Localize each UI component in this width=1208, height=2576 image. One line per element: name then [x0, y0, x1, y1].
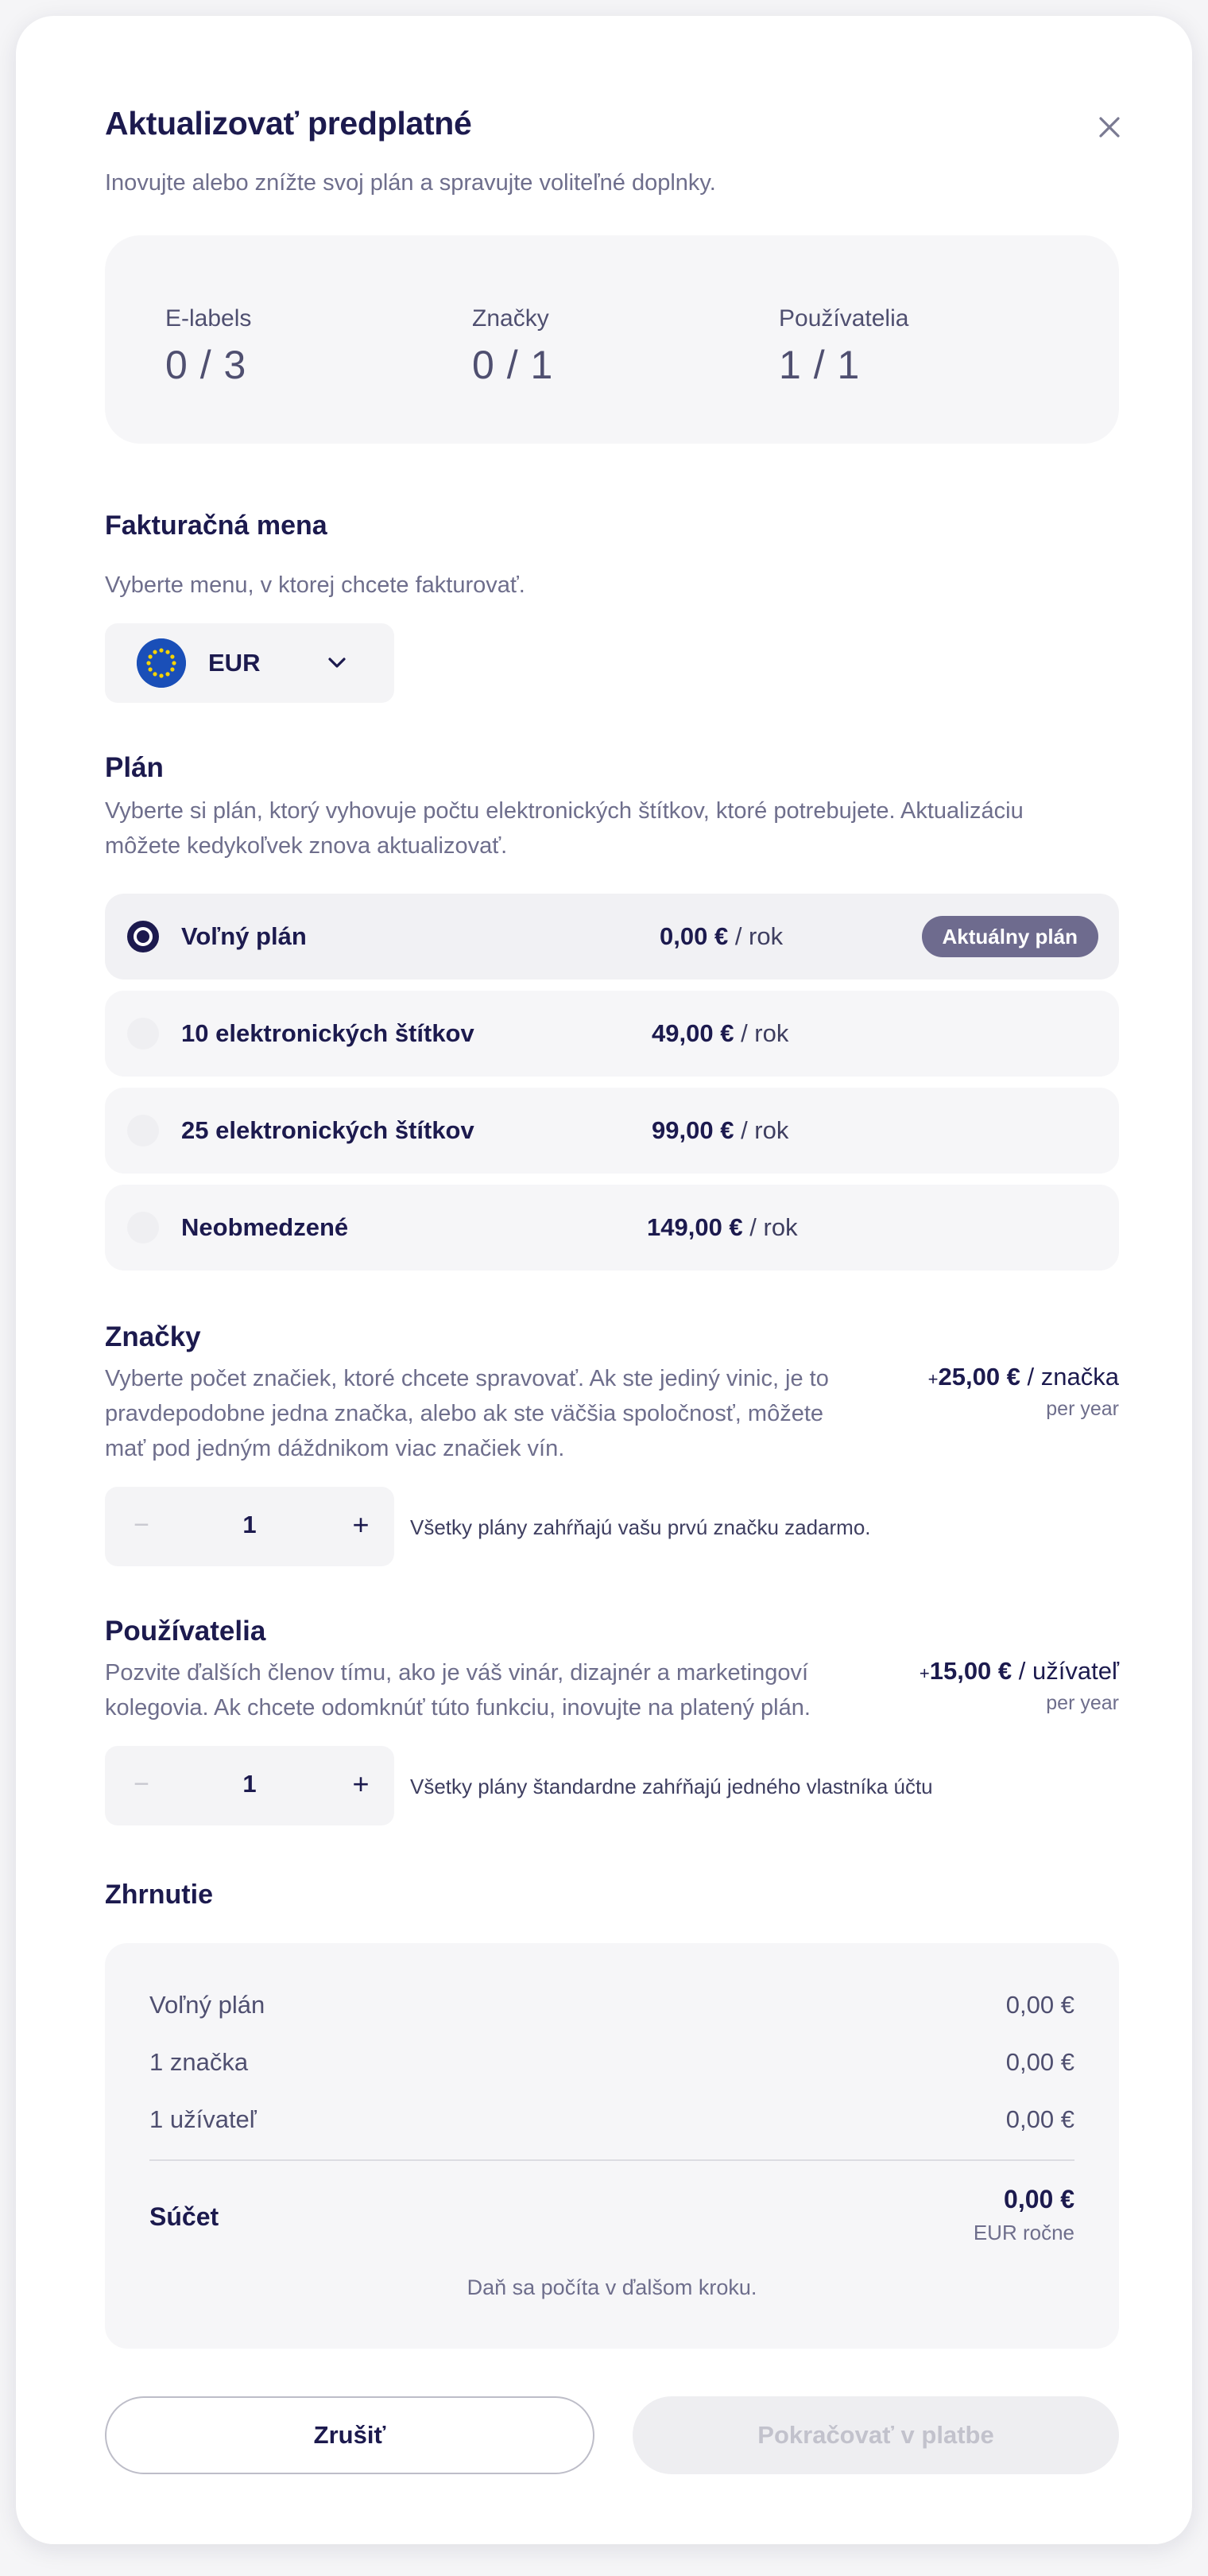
plan-price-period: / rok	[749, 1213, 798, 1241]
currency-description: Vyberte menu, v ktorej chcete fakturovať.	[105, 572, 525, 598]
brands-description-line: Vyberte počet značiek, ktoré chcete spravovať. Ak ste jediný vinic, je to	[105, 1366, 829, 1391]
summary-row-label: 1 užívateľ	[149, 2105, 257, 2133]
plan-description	[105, 793, 1130, 863]
summary-card	[105, 1943, 1119, 2349]
increment-button[interactable]: +	[352, 1767, 370, 1800]
usage-label: Značky	[472, 305, 549, 332]
summary-total-value: 0,00 €	[1004, 2185, 1074, 2213]
modal-subtitle: Inovujte alebo znížte svoj plán a spravujte voliteľné doplnky.	[105, 170, 716, 196]
users-price-period: per year	[1046, 1692, 1119, 1714]
users-description-line: Pozvite ďalších členov tímu, ako je váš vinár, dizajnér a marketingoví	[105, 1660, 809, 1686]
plan-option-25[interactable]	[105, 1088, 1119, 1174]
radio-unselected[interactable]	[127, 1212, 159, 1243]
usage-brands	[472, 305, 553, 388]
current-plan-badge: Aktuálny plán	[922, 916, 1098, 957]
brands-description-line: mať pod jedným dáždnikom viac značiek vín.	[105, 1436, 565, 1461]
plan-price-amount: 99,00 €	[652, 1116, 734, 1144]
brands-price-amount: 25,00 €	[938, 1363, 1020, 1391]
summary-total	[974, 2185, 1074, 2245]
plan-price-period: / rok	[734, 922, 784, 950]
plan-name: Voľný plán	[181, 922, 307, 950]
users-note: Všetky plány štandardne zahŕňajú jedného vlastníka účtu	[410, 1775, 933, 1798]
summary-row-value: 0,00 €	[1005, 2048, 1074, 2076]
summary-row	[149, 2105, 1074, 2134]
update-subscription-modal	[16, 16, 1192, 2544]
price-prefix: +	[919, 1663, 930, 1683]
usage-value: 1 / 1	[779, 343, 861, 387]
brands-description-line: pravdepodobne jedna značka, alebo ak ste väčšia spoločnosť, môžete	[105, 1401, 824, 1426]
summary-row-label: 1 značka	[149, 2048, 249, 2076]
cancel-button[interactable]: Zrušiť	[105, 2396, 594, 2474]
users-quantity-value[interactable]: 1	[242, 1770, 257, 1798]
price-prefix: +	[927, 1369, 939, 1389]
brands-price-unit: / značka	[1027, 1363, 1119, 1391]
plan-name: Neobmedzené	[181, 1213, 349, 1241]
summary-total-currency: EUR ročne	[973, 2221, 1074, 2244]
usage-label: Používatelia	[779, 305, 909, 332]
usage-e-labels	[165, 305, 251, 388]
usage-label: E-labels	[165, 305, 252, 332]
usage-value: 0 / 3	[165, 343, 247, 387]
plan-price	[647, 1213, 798, 1242]
summary-row	[149, 1991, 1074, 2019]
users-quantity-stepper	[105, 1746, 394, 1825]
brands-description	[105, 1361, 900, 1466]
plan-price	[652, 1019, 788, 1048]
plan-price-period: / rok	[741, 1116, 789, 1144]
currency-heading: Fakturačná mena	[105, 510, 327, 541]
plan-price	[660, 922, 783, 951]
plan-price	[652, 1116, 788, 1145]
plan-price-amount: 49,00 €	[652, 1019, 734, 1047]
users-description	[105, 1655, 900, 1725]
plan-price-period: / rok	[741, 1019, 789, 1047]
radio-unselected[interactable]	[127, 1115, 159, 1146]
plan-name: 25 elektronických štítkov	[181, 1116, 474, 1144]
summary-divider	[149, 2159, 1074, 2161]
currency-select[interactable]	[105, 623, 394, 703]
users-price-unit: / užívateľ	[1018, 1657, 1119, 1685]
plan-option-unlimited[interactable]	[105, 1185, 1119, 1271]
brands-price	[928, 1363, 1119, 1421]
brands-price-period: per year	[1046, 1398, 1119, 1420]
usage-summary-card	[105, 235, 1119, 444]
plan-name: 10 elektronických štítkov	[181, 1019, 474, 1047]
modal-title: Aktualizovať predplatné	[105, 105, 472, 142]
plan-option-free[interactable]	[105, 894, 1119, 980]
close-button[interactable]	[1087, 105, 1132, 149]
plan-description-line: môžete kedykoľvek znova aktualizovať.	[105, 833, 508, 859]
users-description-line: kolegovia. Ak chcete odomknúť túto funkciu, inovujte na platený plán.	[105, 1695, 811, 1721]
plan-price-amount: 149,00 €	[647, 1213, 743, 1241]
decrement-button[interactable]: −	[134, 1769, 149, 1799]
users-price-amount: 15,00 €	[929, 1657, 1012, 1685]
decrement-button[interactable]: −	[134, 1510, 149, 1540]
increment-button[interactable]: +	[352, 1508, 370, 1541]
brands-quantity-value[interactable]: 1	[242, 1511, 257, 1538]
continue-to-payment-button[interactable]: Pokračovať v platbe	[633, 2396, 1119, 2474]
plan-option-10[interactable]	[105, 991, 1119, 1077]
usage-users	[779, 305, 908, 388]
chevron-down-icon	[323, 649, 351, 677]
summary-row	[149, 2048, 1074, 2077]
usage-value: 0 / 1	[472, 343, 554, 387]
summary-total-label: Súčet	[149, 2202, 219, 2231]
eu-flag-icon	[137, 638, 186, 688]
summary-row-value: 0,00 €	[1005, 1991, 1074, 2019]
tax-note: Daň sa počíta v ďalšom kroku.	[467, 2275, 757, 2299]
currency-value: EUR	[208, 649, 261, 677]
radio-selected[interactable]	[127, 921, 159, 952]
radio-unselected[interactable]	[127, 1018, 159, 1049]
brands-quantity-stepper	[105, 1487, 394, 1566]
users-heading: Používatelia	[105, 1616, 266, 1647]
summary-row-label: Voľný plán	[149, 1991, 265, 2019]
plan-description-line: Vyberte si plán, ktorý vyhovuje počtu elektronických štítkov, ktoré potrebujete. Aktualizáciu	[105, 798, 1024, 824]
brands-heading: Značky	[105, 1321, 201, 1352]
plan-price-amount: 0,00 €	[660, 922, 729, 950]
close-icon	[1087, 105, 1132, 149]
summary-heading: Zhrnutie	[105, 1880, 213, 1910]
summary-row-value: 0,00 €	[1005, 2105, 1074, 2133]
plan-heading: Plán	[105, 752, 164, 783]
users-price	[920, 1657, 1119, 1715]
brands-note: Všetky plány zahŕňajú vašu prvú značku zadarmo.	[410, 1515, 871, 1539]
